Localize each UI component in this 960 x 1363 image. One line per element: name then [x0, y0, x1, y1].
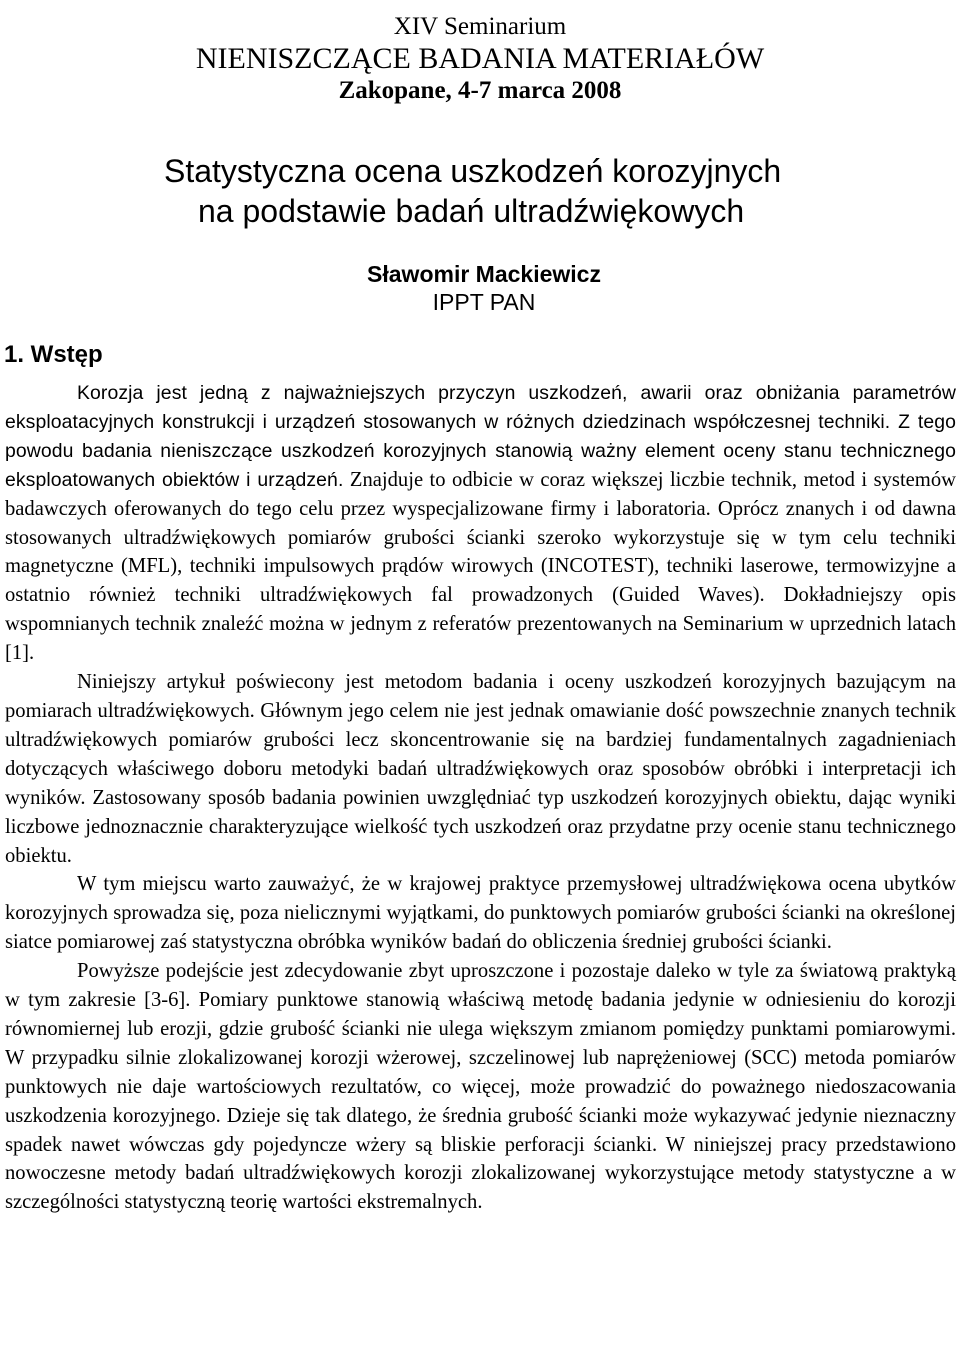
seminar-name: XIV Seminarium: [393, 13, 567, 40]
body-text: [5, 379, 956, 1217]
author-affiliation: IPPT PAN: [432, 289, 536, 315]
paragraph-1: [5, 379, 956, 668]
paragraph-3: W tym miejscu warto zauważyć, że w krajowej praktyce przemysłowej ultradźwiękowa ocena ubytków korozyjnych sprowadza się, poza nielicznymi wyjątkami, do punktowych pomiarów grubości ścianki na określonej siatce pomiarowej zaś statystyczna obróbka wyników badań do obliczenia średniej grubości ścianki.: [5, 873, 956, 954]
paragraph-1-serif-part: Znajduje to odbicie w coraz większej liczbie technik, metod i systemów badawczych oferowanych do tego celu przez wyspecjalizowane firmy i laboratoria. Oprócz znanych i od dawna stosowanych ultradźwiękowych pomiarów grubości ścianki szeroko wykorzystuje się w tym celu techniki magnetyczne (MFL), techniki impulsowych prądów wirowych (INCOTEST), techniki laserowe, termowizyjne a ostatnio również techniki ultradźwiękowych fal prowadzonych (Guided Waves). Dokładniejszy opis wspomnianych technik znaleźć można w jednym z referatów prezentowanych na Seminarium w uprzednich latach [1].: [5, 468, 956, 665]
paragraph-4: Powyższe podejście jest zdecydowanie zbyt uproszczone i pozostaje daleko w tyle za światową praktyką w tym zakresie [3-6]. Pomiary punktowe stanowią właściwą metodę badania jedynie w odniesieniu do korozji równomiernej lub erozji, gdzie grubość ścianki nie ulega większym zmianom pomiędzy punktami pomiarowymi. W przypadku silnie zlokalizowanej korozji wżerowej, szczelinowej lub naprężeniowej (SCC) metoda pomiarów punktowych nie daje wartościowych rezultatów, co więcej, może prowadzić do poważnego niedoszacowania uszkodzenia korozyjnego. Dzieje się tak dlatego, że średnia grubość ścianki może wykazywać jedynie nieznaczny spadek nawet wówczas gdy pojedyncze wżery są bliskie perforacji ścianki. W niniejszej pracy przedstawiono nowoczesne metody badań ultradźwiękowych korozji zlokalizowanej wykorzystujące metody statystyczne a w szczególności statystyczną teorię wartości ekstremalnych.: [5, 960, 956, 1214]
paper-title-line-2: na podstawie badań ultradźwiękowych: [198, 193, 745, 229]
author-name: Sławomir Mackiewicz: [367, 261, 601, 287]
section-heading: 1. Wstęp: [4, 341, 103, 368]
event-title: NIENISZCZĄCE BADANIA MATERIAŁÓW: [195, 42, 765, 75]
event-place-date: Zakopane, 4-7 marca 2008: [338, 77, 622, 104]
paper-title-line-1: Statystyczna ocena uszkodzeń korozyjnych: [164, 153, 782, 189]
paragraph-1-sans-part: Korozja jest jedną z najważniejszych przyczyn uszkodzeń, awarii oraz obniżania parametrów eksploatacyjnych konstrukcji i urządzeń stosowanych w różnych dziedzinach współczesnej techniki. Z tego powodu badania nieniszczące uszkodzeń korozyjnych stanowią ważny element oceny stanu technicznego eksploatowanych obiektów i urządzeń.: [5, 382, 956, 491]
paragraph-2: Niniejszy artykuł poświecony jest metodom badania i oceny uszkodzeń korozyjnych bazującym na pomiarach ultradźwiękowych. Głównym jego celem nie jest jednak omawianie dość powszechnie znanych technik ultradźwiękowych pomiarów grubości lecz skoncentrowanie się na bardziej fundamentalnych zagadnieniach dotyczących właściwego doboru metodyki badań ultradźwiękowych oraz sposobów obróbki i interpretacji ich wyników. Zastosowany sposób badania powinien uwzględniać typ uszkodzeń korozyjnych obiektu, dając wyniki liczbowe jednoznacznie charakteryzujące wielkość tych uszkodzeń oraz przydatne przy ocenie stanu technicznego obiektu.: [5, 671, 956, 867]
